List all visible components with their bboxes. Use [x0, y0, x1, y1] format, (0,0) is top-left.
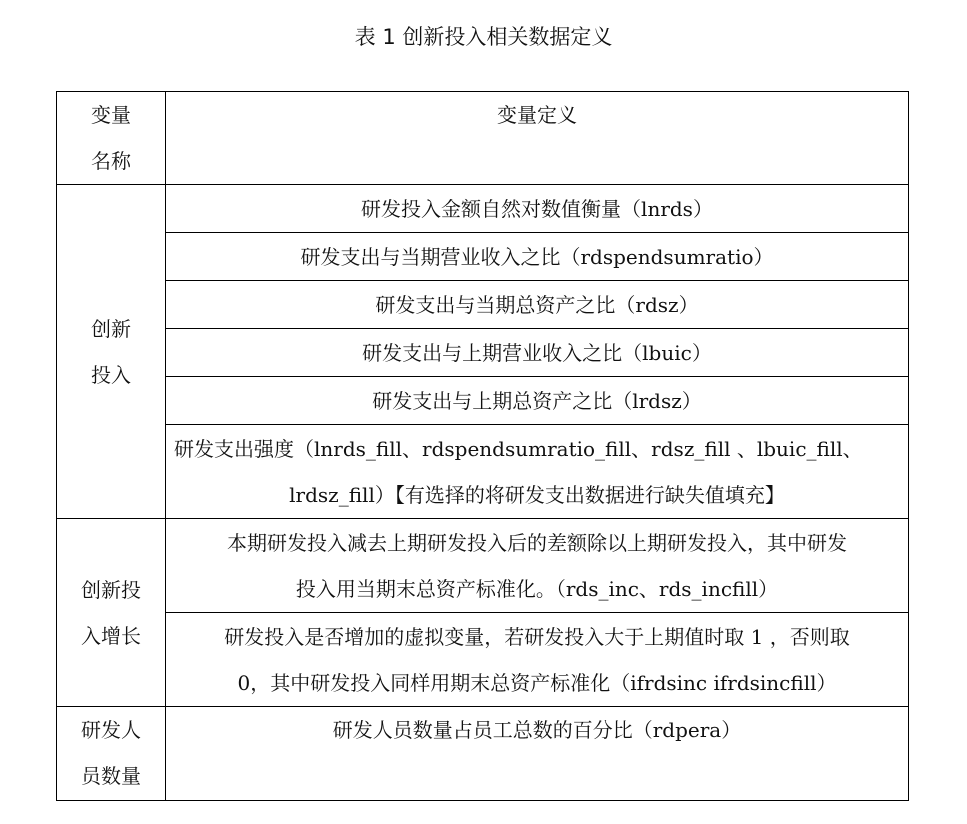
definition-cell: [166, 613, 909, 707]
definition-cell: 研发支出与当期总资产之比（rdsz）: [166, 281, 909, 329]
group-rd-staff-name: [57, 707, 166, 801]
definition-line1: 本期研发投入减去上期研发投入后的差额除以上期研发投入，其中研发: [227, 530, 847, 555]
table-header-row: [57, 92, 909, 185]
table-row: [57, 425, 909, 519]
header-variable-name: [57, 92, 166, 185]
group-name-line2: 入增长: [81, 623, 141, 648]
definition-cell: 研发人员数量占员工总数的百分比（rdpera）: [166, 707, 909, 801]
definition-cell: 研发投入金额自然对数值衡量（lnrds）: [166, 185, 909, 233]
definition-line1: 研发投入是否增加的虚拟变量，若研发投入大于上期值时取 1 ，否则取: [224, 624, 850, 649]
table-row: [57, 613, 909, 707]
header-name-line2: 名称: [91, 149, 131, 173]
group-name-line1: 研发人: [81, 718, 141, 742]
definition-line2: 0，其中研发投入同样用期末总资产标准化（ifrdsinc ifrdsincfill）: [237, 670, 837, 695]
definition-line1: 研发支出强度（lnrds_fill、rdspendsumratio_fill、rdsz_fill 、lbuic_fill、: [174, 436, 863, 461]
group-innovation-input-name: [57, 185, 166, 519]
table-row: [57, 185, 909, 233]
table-row: [57, 281, 909, 329]
definition-cell: 研发支出与当期营业收入之比（rdspendsumratio）: [166, 233, 909, 281]
table-row: [57, 233, 909, 281]
table-row: [57, 329, 909, 377]
header-name-line1: 变量: [91, 103, 131, 127]
definition-cell: 研发支出与上期总资产之比（lrdsz）: [166, 377, 909, 425]
group-name-line2: 投入: [91, 362, 131, 387]
table-caption: 表 1 创新投入相关数据定义: [354, 25, 613, 49]
definition-cell: [166, 519, 909, 613]
table-row: [57, 707, 909, 801]
group-name-line1: 创新: [91, 316, 131, 341]
definition-cell: 研发支出与上期营业收入之比（lbuic）: [166, 329, 909, 377]
group-name-line1: 创新投: [81, 577, 141, 602]
table-row: [57, 519, 909, 613]
table-row: [57, 377, 909, 425]
definition-cell: [166, 425, 909, 519]
group-name-line2: 员数量: [81, 764, 141, 788]
definitions-table: [56, 91, 909, 801]
group-innovation-growth-name: [57, 519, 166, 707]
header-variable-definition: 变量定义: [166, 92, 909, 185]
definition-line2: 投入用当期末总资产标准化。（rds_inc、rds_incfill）: [295, 576, 779, 601]
definition-line2: lrdsz_fill）【有选择的将研发支出数据进行缺失值填充】: [289, 482, 785, 507]
